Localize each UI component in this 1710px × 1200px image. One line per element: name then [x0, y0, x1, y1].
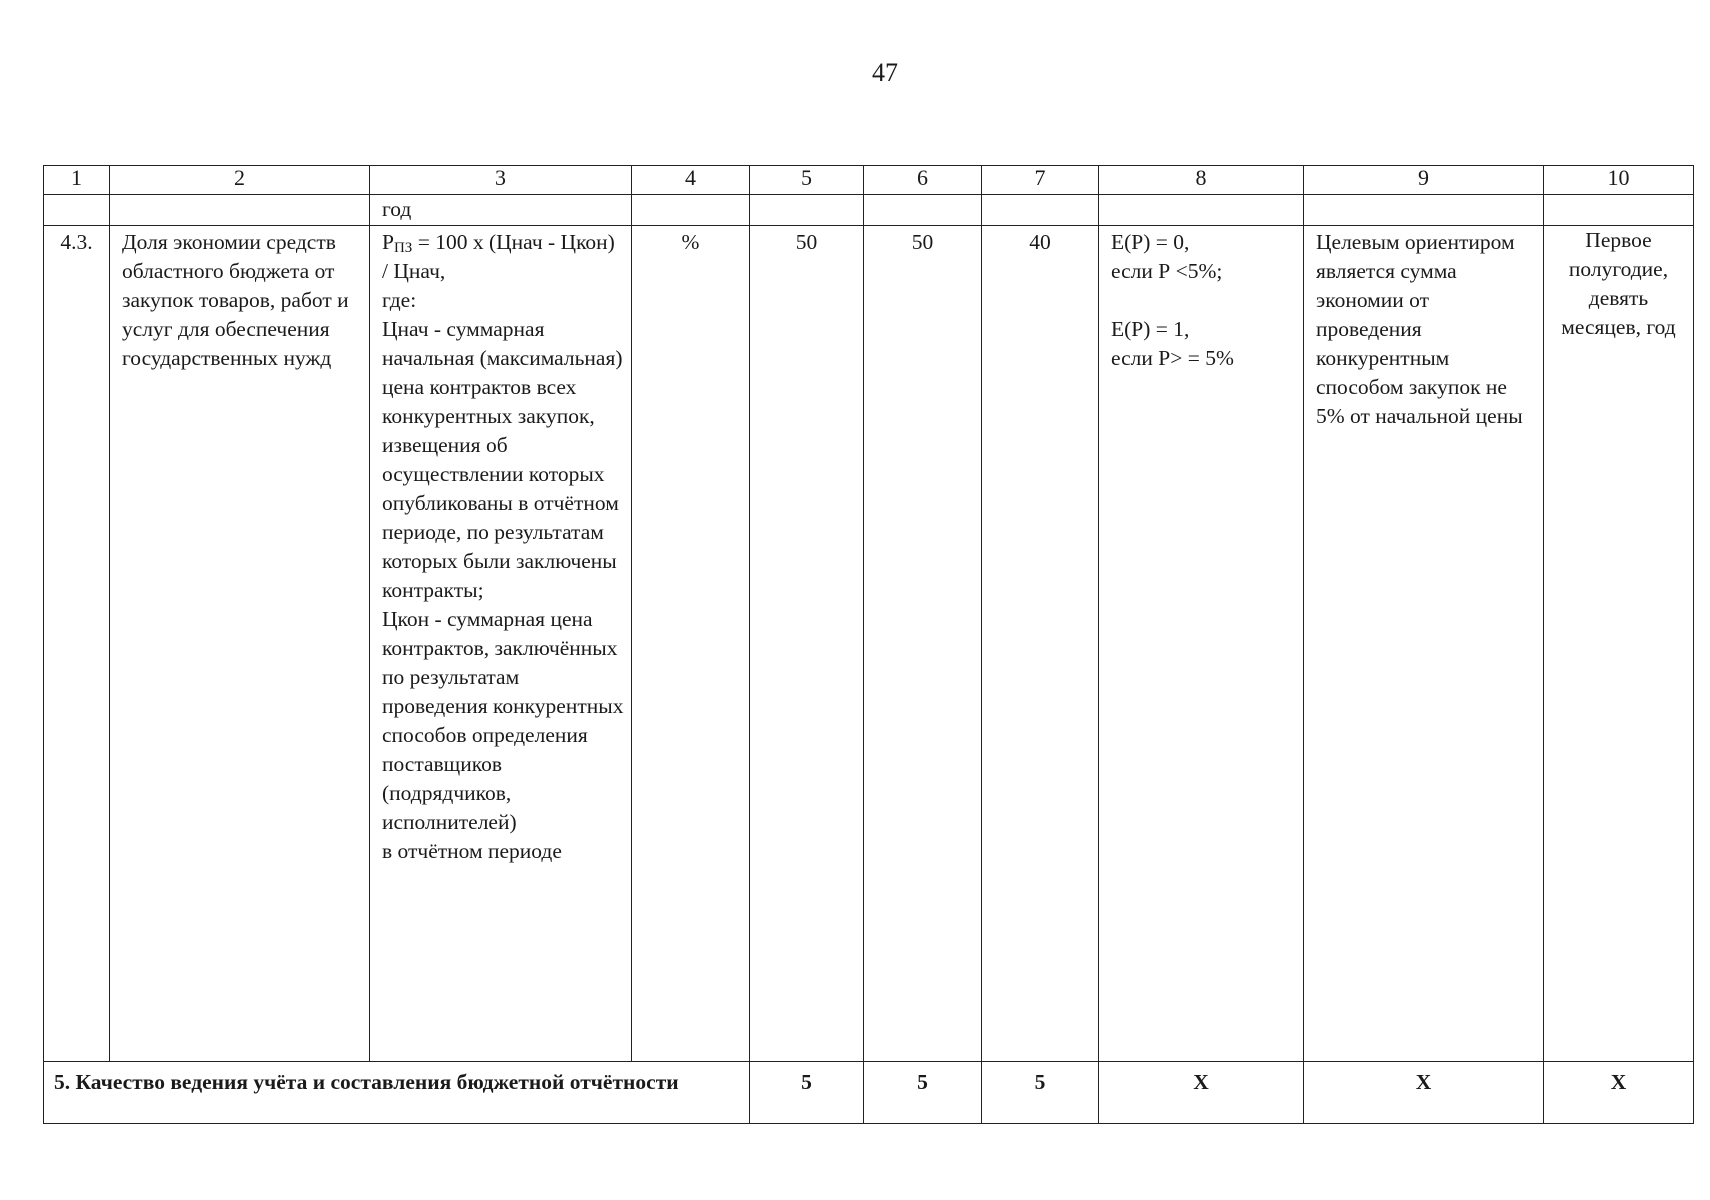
formula-line: $Р_{ПЗ} = 100$ х (Цнач - Цкон) / Цнач, [382, 230, 615, 283]
indicators-table [43, 165, 1694, 1124]
section-row-5 [44, 1062, 1694, 1124]
indicator-number: 4.3. [44, 226, 110, 1062]
formula-definition-end: в отчётном периоде [382, 839, 562, 863]
value-col6: 50 [864, 226, 982, 1062]
column-number: 6 [864, 166, 982, 195]
column-number: 2 [110, 166, 370, 195]
value-col5: 50 [750, 226, 864, 1062]
value-col9: Х [1304, 1062, 1544, 1124]
page-number: 47 [872, 58, 898, 87]
formula-definition: Цкон - суммарная цена контрактов, заключённых по результатам проведения конкурентных способов определения поставщиков (подрядчиков, исполнителей) [382, 607, 624, 834]
continuation-text: год [370, 195, 632, 226]
target-description: Целевым ориентиром является сумма экономии от проведения конкурентным способом закупок не 5% от начальной цены [1304, 226, 1544, 1062]
indicator-name: Доля экономии средств областного бюджета от закупок товаров, работ и услуг для обеспечения государственных нужд [110, 226, 370, 1062]
value-col5: 5 [750, 1062, 864, 1124]
column-number: 8 [1099, 166, 1304, 195]
column-number: 10 [1544, 166, 1694, 195]
value-col8: Х [1099, 1062, 1304, 1124]
unit-of-measure: % [632, 226, 750, 1062]
indicator-formula [370, 226, 632, 1062]
value-col7: 40 [982, 226, 1099, 1062]
value-col7: 5 [982, 1062, 1099, 1124]
evaluation-rule: Е(Р) = 0, если Р <5%; Е(Р) = 1, если Р> = 5% [1099, 226, 1304, 1062]
value-col6: 5 [864, 1062, 982, 1124]
reporting-period: Первое полугодие, девять месяцев, год [1544, 226, 1694, 1062]
formula-definition: Цнач - суммарная начальная (максимальная) цена контрактов всех конкурентных закупок, извещения об осуществлении которых опубликованы в отчётном периоде, по результатам которых были заключены контракты; [382, 317, 623, 602]
column-number: 5 [750, 166, 864, 195]
column-number: 9 [1304, 166, 1544, 195]
column-number: 7 [982, 166, 1099, 195]
formula-where: где: [382, 288, 417, 312]
section-title: 5. Качество ведения учёта и составления бюджетной отчётности [44, 1062, 750, 1124]
value-col10: Х [1544, 1062, 1694, 1124]
column-number: 4 [632, 166, 750, 195]
column-number-row [44, 166, 1694, 195]
indicator-row-4-3 [44, 226, 1694, 1062]
continuation-row [44, 195, 1694, 226]
column-number: 3 [370, 166, 632, 195]
column-number: 1 [44, 166, 110, 195]
